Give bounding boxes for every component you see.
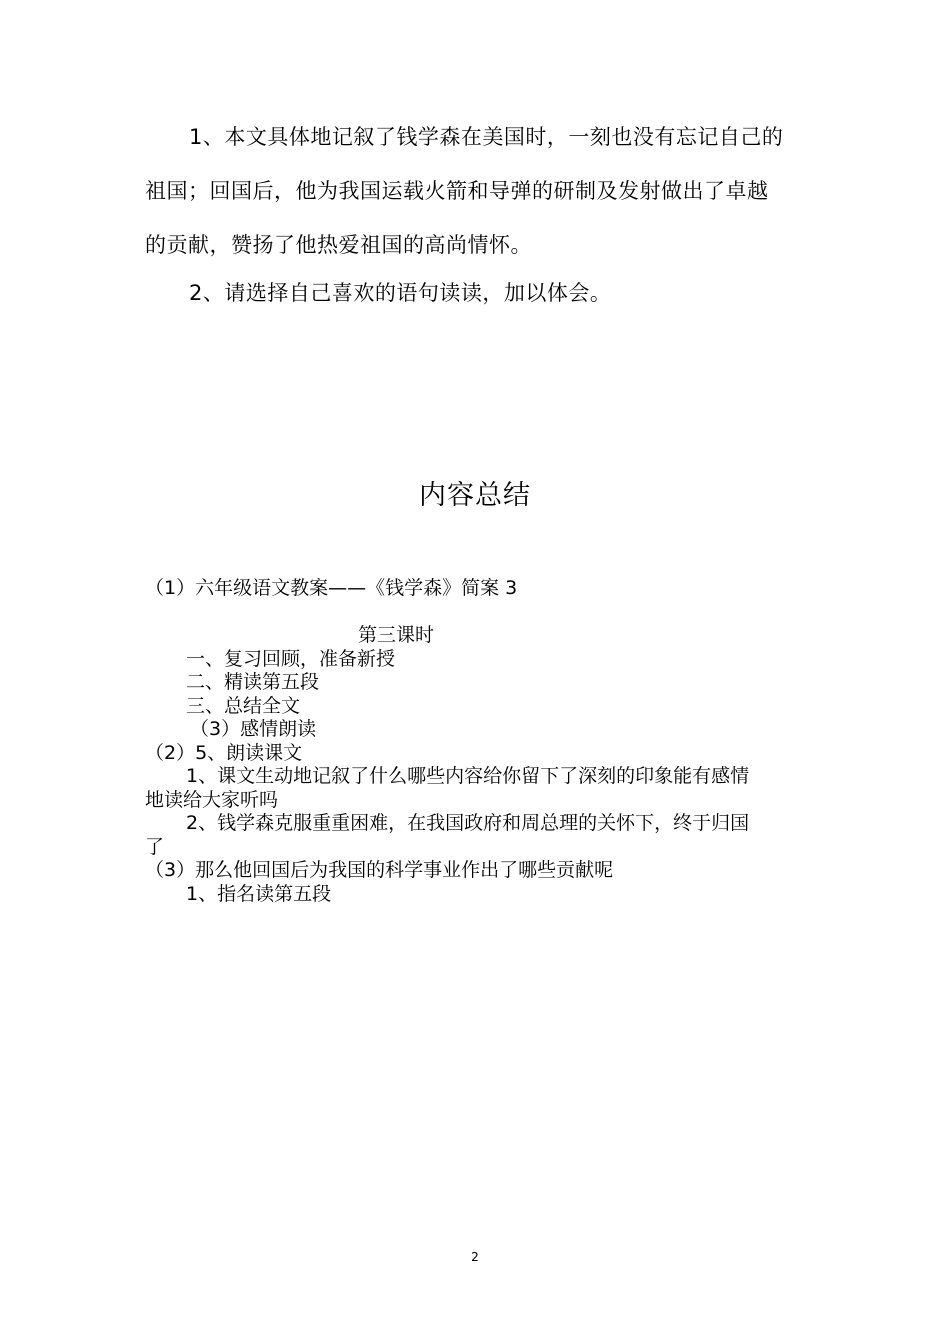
summary-line-3: 一、复习回顾，准备新授 <box>186 647 396 670</box>
summary-heading: 内容总结 <box>419 480 531 511</box>
summary-line-11: 1、指名读第五段 <box>186 882 332 905</box>
summary-line-6: （3）感情朗读 <box>190 718 317 740</box>
summary-line-10: （3）那么他回国后为我国的科学事业作出了哪些贡献呢 <box>145 859 614 881</box>
intro-p1-line-1: 1、本文具体地记叙了钱学森在美国时，一刻也没有忘记自己的 <box>189 125 784 149</box>
page-number: 2 <box>471 1250 479 1264</box>
intro-p2-line: 2、请选择自己喜欢的语句读读，加以体会。 <box>189 281 612 305</box>
intro-p1-line-2: 祖国；回国后，他为我国运载火箭和导弹的研制及发射做出了卓越 <box>145 179 769 203</box>
summary-line-8a: 1、课文生动地记叙了什么哪些内容给你留下了深刻的印象能有感情 <box>186 765 750 787</box>
summary-line-2: 第三课时 <box>358 624 435 646</box>
summary-line-4: 二、精读第五段 <box>186 671 320 693</box>
summary-lesson-title <box>145 577 815 601</box>
intro-p1-line-3: 的贡献，赞扬了他热爱祖国的高尚情怀。 <box>145 233 532 257</box>
summary-line-1: （1）六年级语文教案——《钱学森》简案 3 <box>145 577 518 599</box>
summary-line-9a: 2、钱学森克服重重困难，在我国政府和周总理的关怀下，终于归国 <box>186 812 750 834</box>
summary-line-8b: 地读给大家听吗 <box>145 788 279 811</box>
summary-body <box>145 624 815 906</box>
summary-line-7: （2）5、朗读课文 <box>145 741 303 764</box>
intro-paragraph-2 <box>145 266 815 320</box>
summary-line-9b: 了 <box>145 835 165 858</box>
summary-line-5: 三、总结全文 <box>186 694 301 717</box>
intro-paragraph-1 <box>145 110 815 272</box>
